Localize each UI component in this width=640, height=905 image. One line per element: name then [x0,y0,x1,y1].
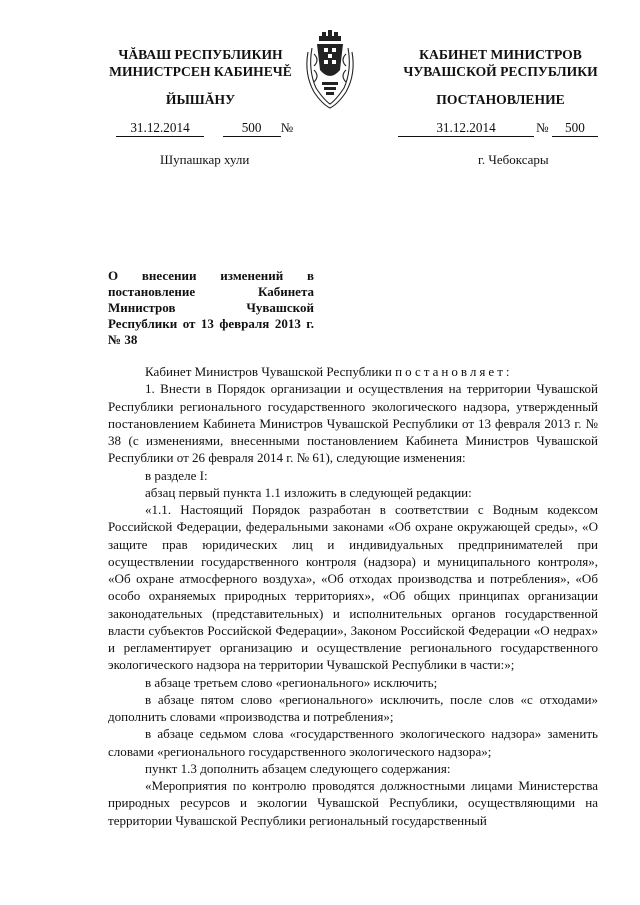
right-org-name [388,46,613,80]
paragraph-8: пункт 1.3 дополнить абзацем следующего содержания: [145,760,451,776]
left-doctype: ЙЫШĂНУ [165,92,236,107]
left-number-sign: № [280,120,294,135]
preamble-verb: постановляет: [395,364,513,379]
left-org-name [88,46,313,80]
preamble [108,363,598,380]
right-place: г. Чебоксары [478,152,549,167]
paragraph-6: в абзаце пятом слово «регионального» исключить, после слов «с отходами» дополнить словами «производства и потребления»; [108,691,598,724]
paragraph-1: 1. Внести в Порядок организации и осуществления на территории Чувашской Республики регионального государственного экологического надзора, утвержденный постановлением Кабинета Министров Чувашской Республики от 13 февраля 2013 г. № 38 (с изменениями, внесенными постановлением Кабинета Министров Чувашской Республики от 26 февраля 2014 г. № 61), следующие изменения: [108,381,598,466]
chuvash-coat-of-arms-icon [302,30,358,110]
left-date: 31.12.2014 [116,120,204,137]
left-requisites [116,120,293,138]
paragraph-7: в абзаце седьмом слова «государственного экологического надзора» заменить словами «регионального государственного экологического надзора»; [108,726,598,759]
right-number: 500 [552,120,598,137]
paragraph-5: в абзаце третьем слово «регионального» исключить; [145,674,438,690]
left-place: Шупашкар хули [160,152,250,167]
left-org-line1: ЧĂВАШ РЕСПУБЛИКИН [118,47,283,62]
right-date: 31.12.2014 [398,120,534,137]
right-doctype: ПОСТАНОВЛЕНИЕ [436,92,565,107]
right-org-line1: КАБИНЕТ МИНИСТРОВ [419,47,582,62]
paragraph-9: «Мероприятия по контролю проводятся должностными лицами Министерства природных ресурсов и экологии Чувашской Республики, осуществляющими на территории Чувашской Республики региональный государственный [108,778,598,828]
right-number-sign: № [536,120,549,135]
document-body [108,363,598,829]
paragraph-4: «1.1. Настоящий Порядок разработан в соответствии с Водным кодексом Российской Федерации, федеральными законами «Об охране окружающей среды», «О защите прав юридических лиц и индивидуальных предпринимателей при осуществлении государственного контроля (надзора) и муниципального контроля», «Об охране атмосферного воздуха», «Об отходах производства и потребления», «Об особо охраняемых природных территориях», «Об общих принципах организации законодательных (представительных) и исполнительных органов государственной власти субъектов Российской Федерации», Законом Российской Федерации «О недрах» и регламентирует организацию и осуществление регионального государственного экологического надзора на территории Чувашской Республики в части:»; [108,502,598,673]
paragraph-3: абзац первый пункта 1.1 изложить в следующей редакции: [145,484,472,500]
left-org-line2: МИНИСТРСЕН КАБИНЕЧĚ [109,64,292,79]
right-org-line2: ЧУВАШСКОЙ РЕСПУБЛИКИ [403,64,598,79]
left-number: 500 [223,120,281,137]
right-requisites [398,120,598,138]
paragraph-2: в разделе I: [145,467,208,483]
document-title: О внесении изменений в постановление Кабинета Министров Чувашской Республики от 13 февраля 2013 г. № 38 [108,268,314,347]
preamble-subject: Кабинет Министров Чувашской Республики [145,364,392,379]
